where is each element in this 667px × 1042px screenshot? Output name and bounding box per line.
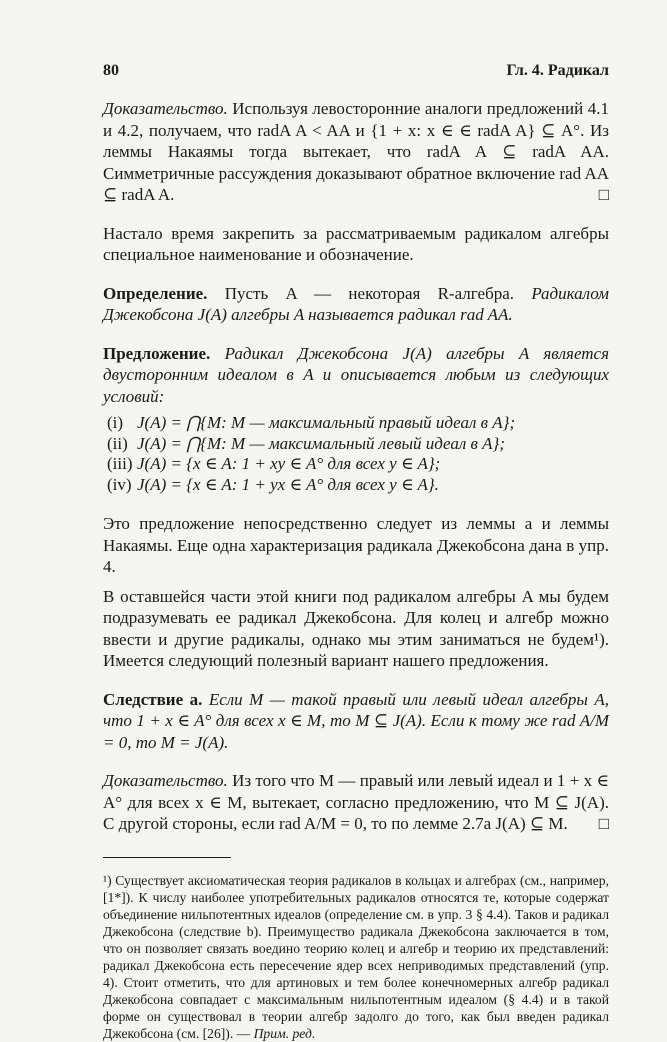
proof-paragraph-2 [103, 770, 609, 835]
proof-label: Доказательство. [103, 99, 228, 118]
condition-text: J(A) = ⋂{M: M — максимальный левый идеал в A}; [137, 433, 505, 453]
condition-item [107, 413, 609, 434]
footnote-text: ¹) Существует аксиоматическая теория радикалов в кольцах и алгебрах (см., например, [1*]). К числу наиболее употребительных радикалов относятся те, которые содержат объединение нильпотентных идеалов (определение см. в упр. 3 § 4.4). Таков и радикал Джекобсона (следствие b). Преимущество радикала Джекобсона заключается в том, что он позволяет связать воедино теорию колец и алгебр и теорию их представлений: радикал Джекобсона есть пересечение ядер всех неприводимых представлений (упр. 4). Стоит отметить, что для артиновых и тем более конечномерных алгебр радикал Джекобсона совпадает с максимальным нильпотентным идеалом (§ 4.4) и в такой форме он существовал в теории алгебр задолго до того, как был введен радикал Джекобсона (см. [26]). — [103, 872, 609, 1041]
condition-item [107, 454, 609, 475]
proposition-label: Предложение. [103, 343, 211, 363]
definition-paragraph [103, 283, 609, 326]
intro-text: Настало время закрепить за рассматриваемым радикалом алгебры специальное наименование и обозначение. [103, 223, 609, 264]
condition-label: (ii) [107, 433, 128, 453]
definition-italic-text: Радикалом Джекобсона J(A) алгебры A называется радикал rad AA. [103, 283, 609, 324]
definition-label: Определение. [103, 283, 208, 303]
condition-label: (iv) [107, 474, 132, 494]
intro-paragraph [103, 223, 609, 266]
corollary-text: Если M — такой правый или левый идеал алгебры A, что 1 + x ∈ A° для всех x ∈ M, то M ⊆ J(A). Если к тому же rad A/M = 0, то M = J(A). [103, 689, 609, 752]
consequence-text: Это предложение непосредственно следует из леммы а и леммы Накаямы. Еще одна характеризация радикала Джекобсона дана в упр. 4. [103, 514, 609, 576]
corollary-label: Следствие а. [103, 689, 203, 709]
proof-text: Из того что M — правый или левый идеал и 1 + x ∈ A° для всех x ∈ M, вытекает, согласно предложению, что M ⊆ J(A). С другой стороны, если rad A/M = 0, то по лемме 2.7a J(A) ⊆ M. [103, 771, 609, 833]
proposition-paragraph [103, 343, 609, 408]
remainder-paragraph [103, 586, 609, 672]
condition-label: (iii) [107, 454, 133, 473]
page-number: 80 [103, 62, 119, 79]
footnote-separator [103, 857, 231, 858]
qed-symbol: □ [598, 185, 609, 204]
proof-label: Доказательство. [103, 771, 228, 790]
qed-symbol: □ [598, 814, 609, 833]
definition-text: Пусть A — некоторая R-алгебра. [207, 283, 532, 303]
page-header [103, 62, 609, 80]
running-title: Гл. 4. Радикал [506, 62, 609, 79]
condition-item [107, 434, 609, 455]
proof-paragraph-1 [103, 98, 609, 206]
proposition-text: Радикал Джекобсона J(A) алгебры A является двусторонним идеалом в A и описывается любым из следующих условий: [103, 343, 609, 406]
condition-text: J(A) = {x ∈ A: 1 + xy ∈ A° для всех y ∈ A}; [137, 454, 441, 473]
condition-label: (i) [107, 413, 124, 432]
footnote-editor-note: Прим. ред. [253, 1025, 316, 1041]
condition-text: J(A) = {x ∈ A: 1 + yx ∈ A° для всех y ∈ A}. [137, 474, 439, 494]
corollary-paragraph [103, 689, 609, 754]
remainder-text: В оставшейся части этой книги под радикалом алгебры A мы будем подразумевать ее радикал Джекобсона. Для колец и алгебр можно ввести и другие радикалы, однако мы этим заниматься не будем¹). Имеется следующий полезный вариант нашего предложения. [103, 586, 609, 670]
consequence-paragraph [103, 513, 609, 578]
footnote [103, 872, 609, 1042]
condition-text: J(A) = ⋂{M: M — максимальный правый идеал в A}; [137, 413, 516, 432]
condition-item [107, 475, 609, 496]
proof-text: Используя левосторонние аналоги предложений 4.1 и 4.2, получаем, что radA A < AA и {1 + x: x ∈ ∈ radA A} ⊆ A°. Из леммы Накаямы тогда вытекает, что radA A ⊆ radA AA. Симметричные рассуждения доказывают обратное включение rad AA ⊆ radA A. [103, 99, 609, 204]
conditions-list [107, 413, 609, 495]
